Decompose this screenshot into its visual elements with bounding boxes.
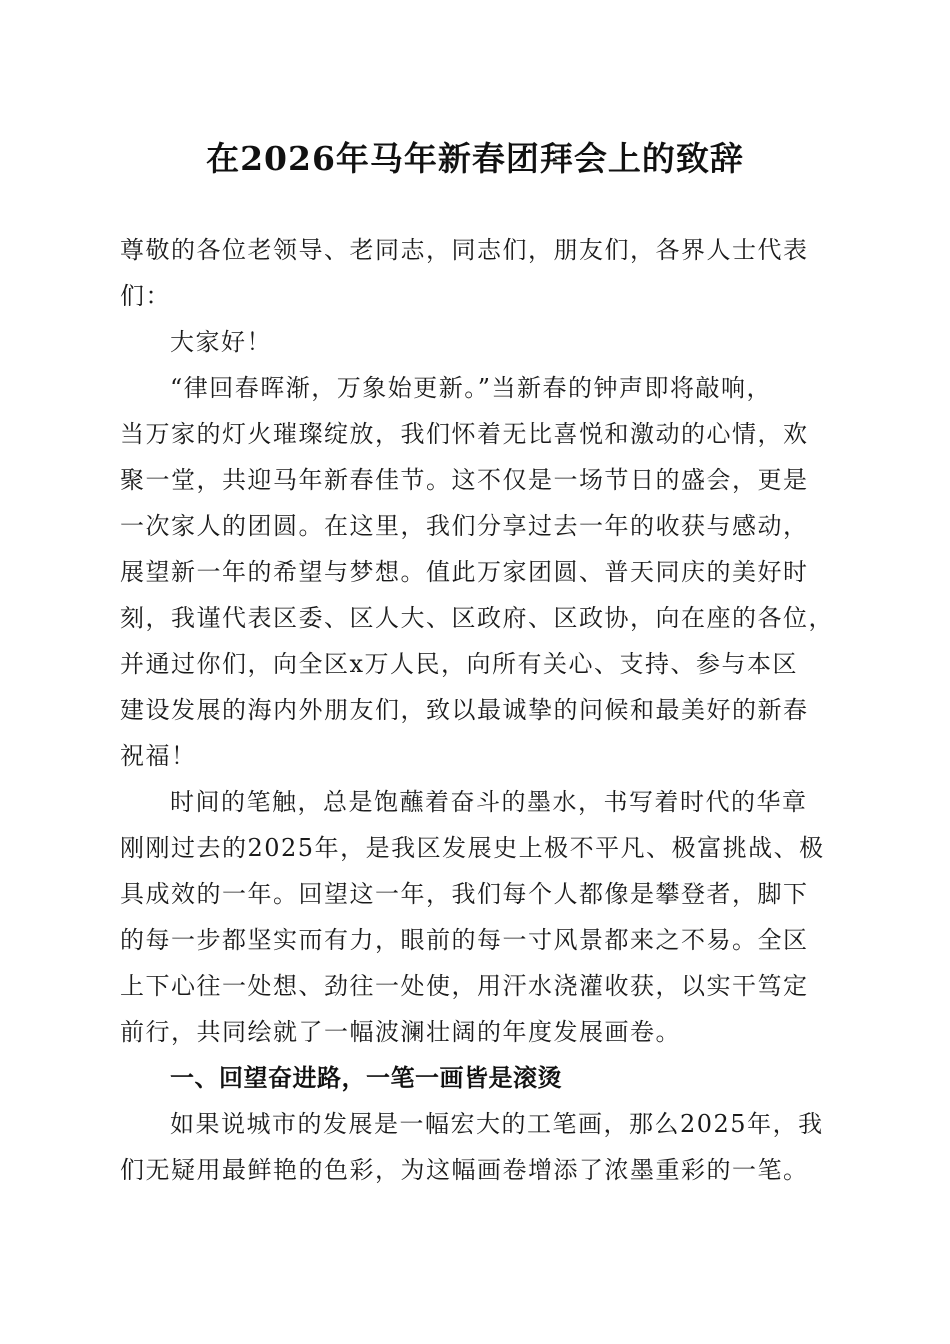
paragraph-line: 建设发展的海内外朋友们，致以最诚挚的问候和最美好的新春 [120,696,809,724]
paragraph-line: 聚一堂，共迎马年新春佳节。这不仅是一场节日的盛会，更是 [120,466,809,494]
salutation-line-2: 们： [120,282,171,310]
paragraph-line: 展望新一年的希望与梦想。值此万家团圆、普天同庆的美好时 [120,558,809,586]
greeting-line: 大家好！ [170,328,272,356]
paragraph-line: 刚刚过去的2025年，是我区发展史上极不平凡、极富挑战、极 [120,834,825,862]
document-title: 在2026年马年新春团拜会上的致辞 [206,139,744,178]
paragraph-line: 上下心往一处想、劲往一处使，用汗水浇灌收获，以实干笃定 [120,972,809,1000]
paragraph-line: 祝福！ [120,742,197,770]
paragraph-line: 们无疑用最鲜艳的色彩，为这幅画卷增添了浓墨重彩的一笔。 [120,1156,809,1184]
paragraph-line: “律回春晖渐，万象始更新。”当新春的钟声即将敲响， [170,374,773,402]
salutation-line-1: 尊敬的各位老领导、老同志，同志们，朋友们，各界人士代表 [120,236,809,264]
paragraph-line: 一次家人的团圆。在这里，我们分享过去一年的收获与感动， [120,512,809,540]
paragraph-line: 如果说城市的发展是一幅宏大的工笔画，那么2025年，我 [170,1110,824,1138]
paragraph-line: 时间的笔触，总是饱蘸着奋斗的墨水，书写着时代的华章 [170,788,808,816]
section-heading: 一、回望奋进路，一笔一画皆是滚烫 [170,1064,562,1092]
paragraph-line: 的每一步都坚实而有力，眼前的每一寸风景都来之不易。全区 [120,926,809,954]
paragraph-line: 当万家的灯火璀璨绽放，我们怀着无比喜悦和激动的心情，欢 [120,420,809,448]
paragraph-line: 并通过你们，向全区x万人民，向所有关心、支持、参与本区 [120,650,799,678]
paragraph-line: 刻，我谨代表区委、区人大、区政府、区政协，向在座的各位， [120,604,834,632]
paragraph-line: 具成效的一年。回望这一年，我们每个人都像是攀登者，脚下 [120,880,809,908]
paragraph-line: 前行，共同绘就了一幅波澜壮阔的年度发展画卷。 [120,1018,681,1046]
